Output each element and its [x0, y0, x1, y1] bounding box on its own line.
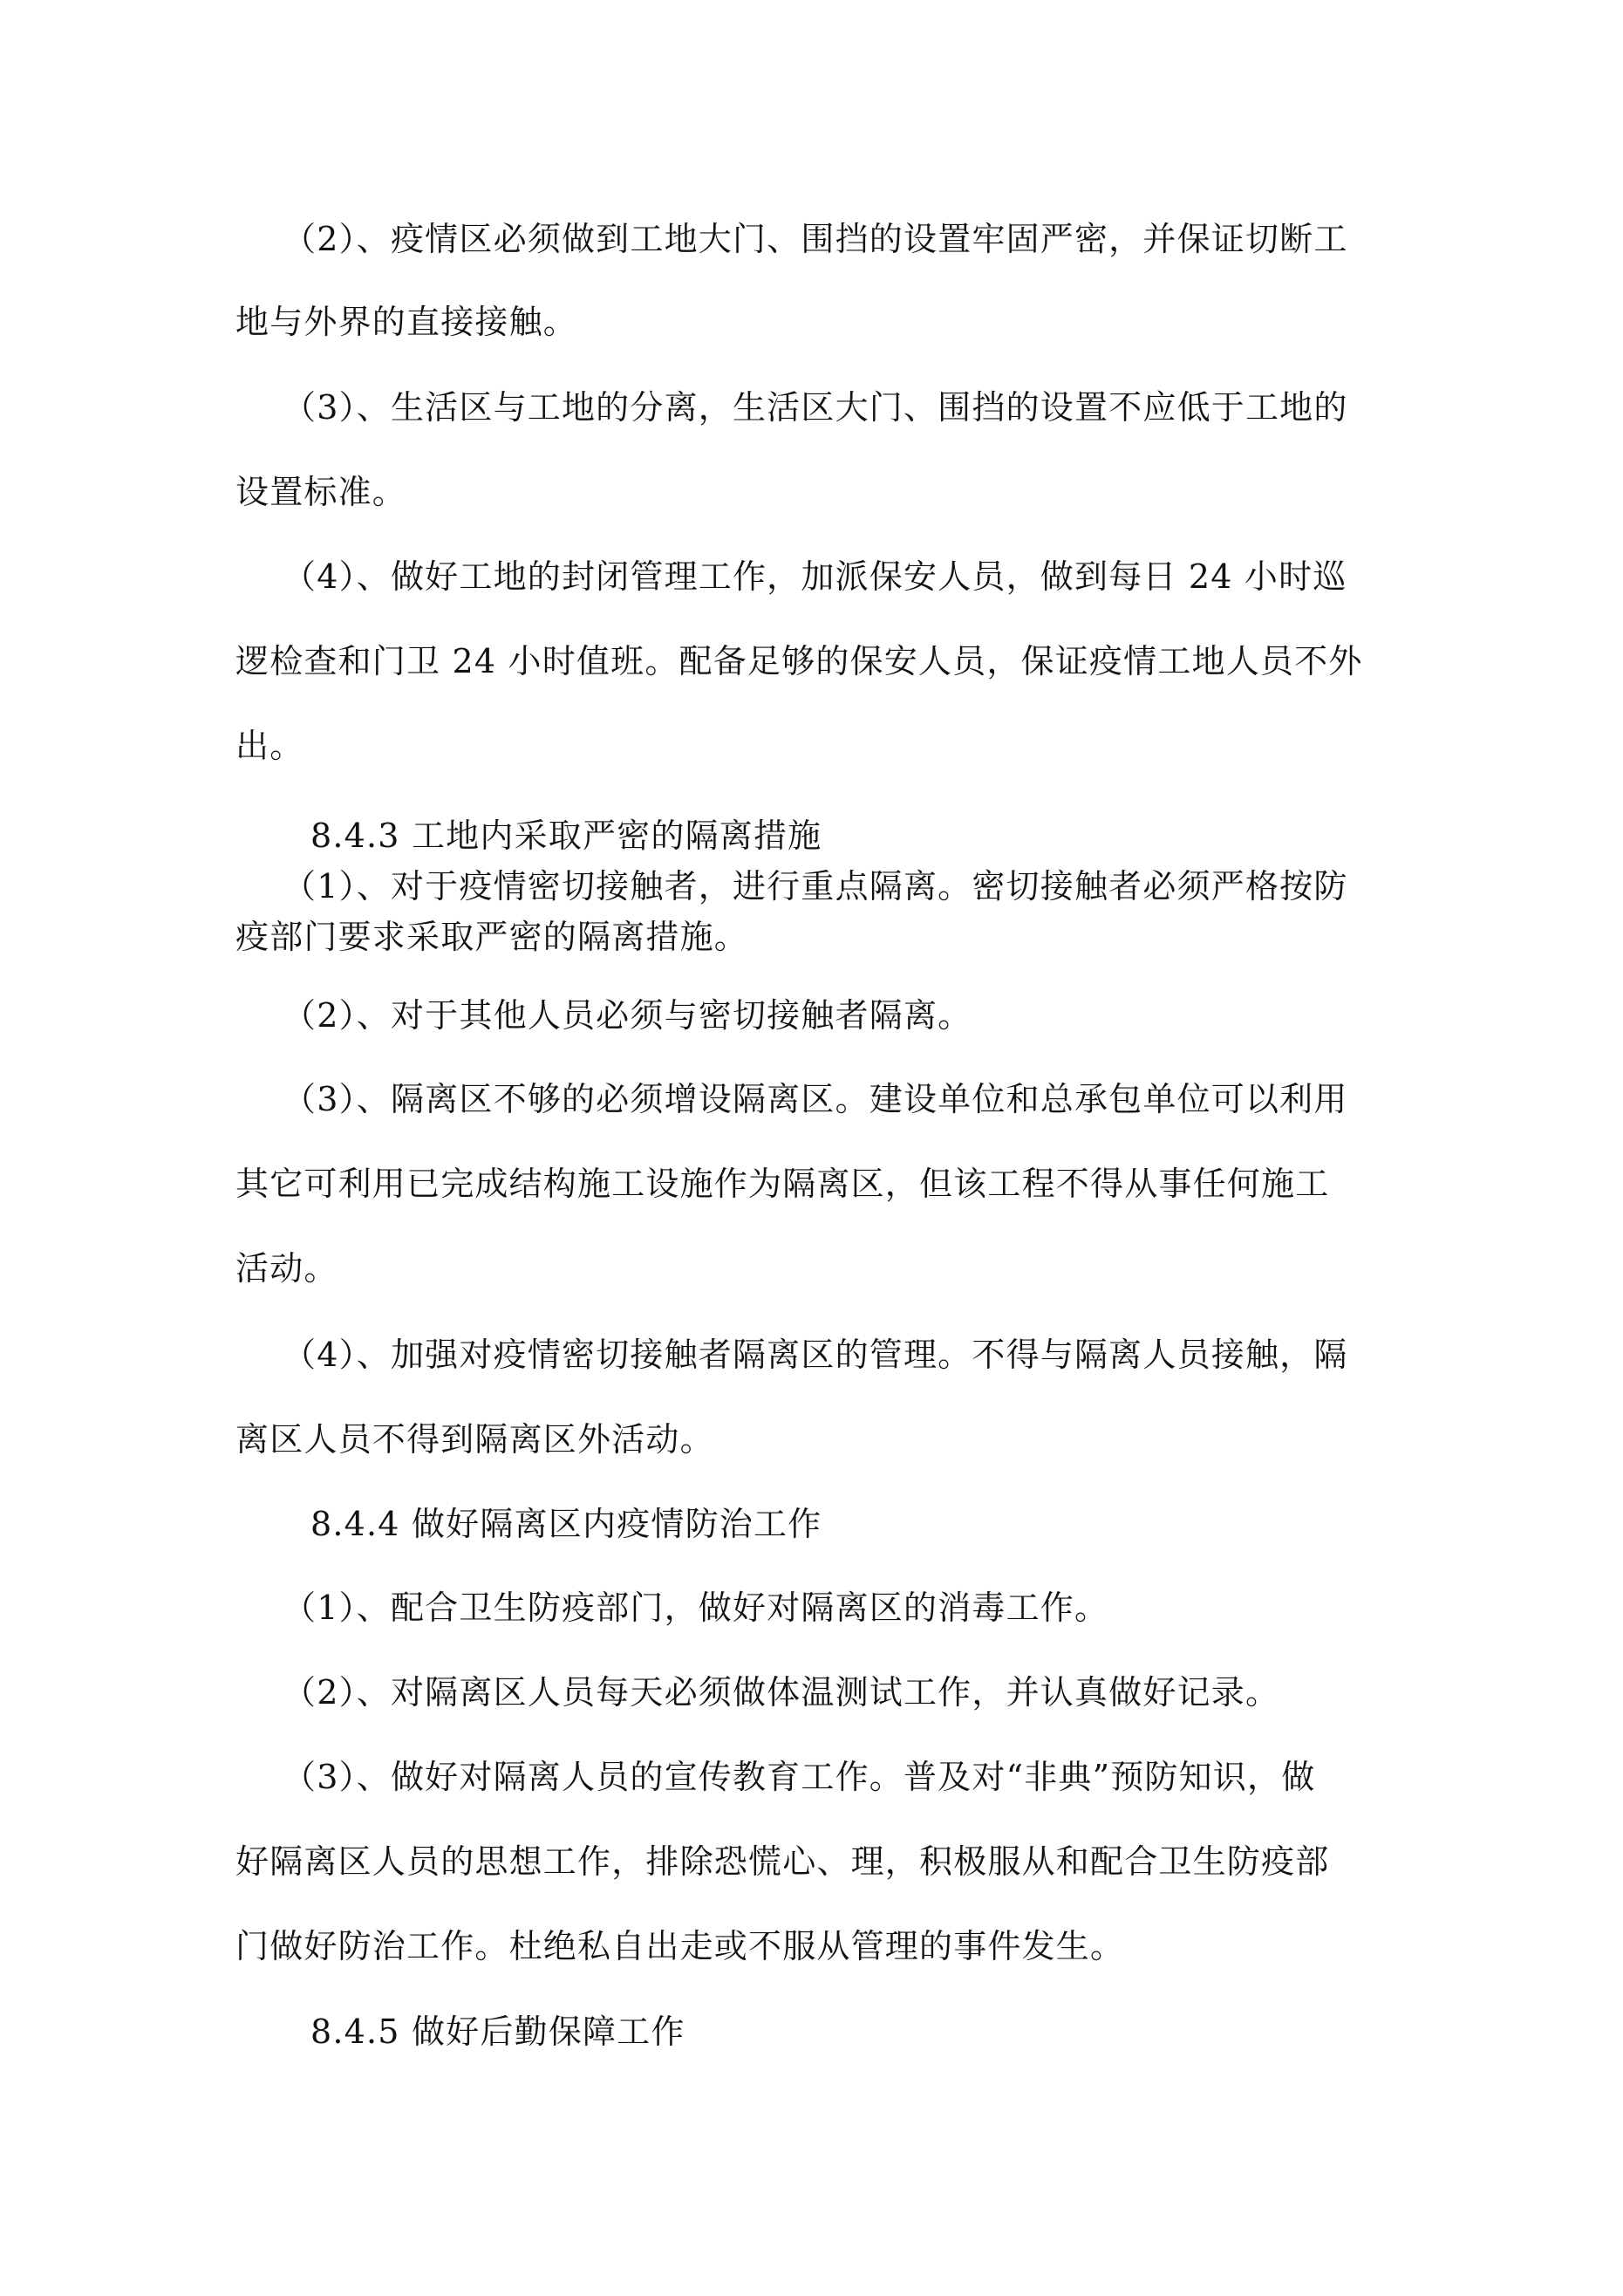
paragraph-prevention-3-line-2: 好隔离区人员的思想工作，排除恐慌心、理，积极服从和配合卫生防疫部	[235, 1842, 1330, 1881]
paragraph-isolation-3-line-2: 其它可利用已完成结构施工设施作为隔离区，但该工程不得从事任何施工	[235, 1165, 1330, 1203]
paragraph-prevention-1: （1）、配合卫生防疫部门，做好对隔离区的消毒工作。	[283, 1589, 1109, 1627]
paragraph-3-line-2: 设置标准。	[235, 473, 407, 511]
paragraph-isolation-2: （2）、对于其他人员必须与密切接触者隔离。	[283, 996, 972, 1035]
paragraph-isolation-4-line-1: （4）、加强对疫情密切接触者隔离区的管理。不得与隔离人员接触，隔	[283, 1336, 1348, 1374]
paragraph-prevention-2: （2）、对隔离区人员每天必须做体温测试工作，并认真做好记录。	[283, 1673, 1280, 1712]
section-heading-8-4-4: 8.4.4 做好隔离区内疫情防治工作	[310, 1505, 822, 1543]
paragraph-isolation-3-line-1: （3）、隔离区不够的必须增设隔离区。建设单位和总承包单位可以利用	[283, 1080, 1348, 1118]
paragraph-isolation-3-line-3: 活动。	[235, 1249, 338, 1288]
paragraph-4-line-3: 出。	[235, 727, 304, 765]
section-heading-8-4-5: 8.4.5 做好后勤保障工作	[310, 2012, 685, 2051]
paragraph-4-line-1: （4）、做好工地的封闭管理工作，加派保安人员，做到每日 24 小时巡	[283, 557, 1347, 596]
section-heading-8-4-3: 8.4.3 工地内采取严密的隔离措施	[310, 817, 822, 855]
paragraph-3-line-1: （3）、生活区与工地的分离，生活区大门、围挡的设置不应低于工地的	[283, 388, 1348, 427]
paragraph-2-line-1: （2）、疫情区必须做到工地大门、围挡的设置牢固严密，并保证切断工	[283, 220, 1348, 258]
paragraph-2-line-2: 地与外界的直接接触。	[235, 303, 578, 341]
paragraph-isolation-1-line-2: 疫部门要求采取严密的隔离措施。	[235, 918, 749, 956]
paragraph-isolation-4-line-2: 离区人员不得到隔离区外活动。	[235, 1420, 714, 1459]
paragraph-4-line-2: 逻检查和门卫 24 小时值班。配备足够的保安人员，保证疫情工地人员不外	[235, 642, 1363, 680]
paragraph-prevention-3-line-1: （3）、做好对隔离人员的宣传教育工作。普及对“非典”预防知识，做	[283, 1758, 1316, 1796]
paragraph-isolation-1-line-1: （1）、对于疫情密切接触者，进行重点隔离。密切接触者必须严格按防	[283, 867, 1348, 905]
paragraph-prevention-3-line-3: 门做好防治工作。杜绝私自出走或不服从管理的事件发生。	[235, 1927, 1125, 1965]
